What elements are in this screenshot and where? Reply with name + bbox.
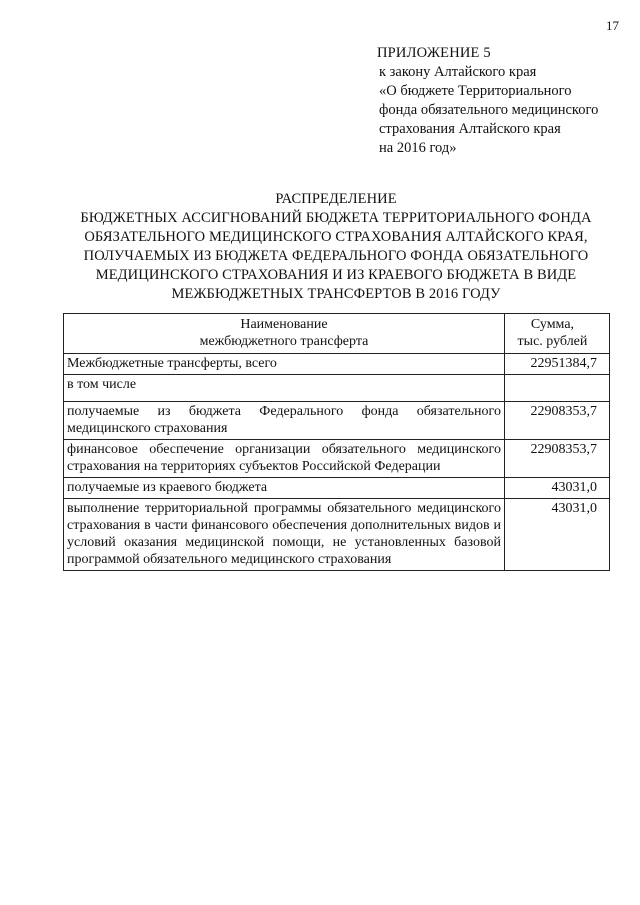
row-name: Межбюджетные трансферты, всего xyxy=(64,354,505,375)
row-name: получаемые из бюджета Федерального фонда обязательного медицинского страхования xyxy=(64,402,505,440)
row-name: выполнение территориальной программы обязательного медицинского страхования в части финансового обеспечения дополнительных видов и условий оказания медицинской помощи, не установленных базовой программой обязательного медицинского страхования xyxy=(64,499,505,571)
heading-line: МЕДИЦИНСКОГО СТРАХОВАНИЯ И ИЗ КРАЕВОГО БЮДЖЕТА В ВИДЕ xyxy=(95,267,577,283)
row-amount: 22908353,7 xyxy=(504,440,609,478)
row-amount: 43031,0 xyxy=(504,478,609,499)
header-amount-line: Сумма, xyxy=(530,317,575,332)
appendix-line: к закону Алтайского края xyxy=(379,64,537,80)
row-name: в том числе xyxy=(64,375,505,402)
appendix-line: «О бюджете Территориального xyxy=(379,83,572,99)
table-row xyxy=(64,478,610,499)
header-name xyxy=(64,314,505,354)
table-row xyxy=(64,499,610,571)
header-name-line: межбюджетного трансферта xyxy=(199,334,369,349)
transfers-table-wrapper xyxy=(63,313,610,571)
header-amount-line: тыс. рублей xyxy=(517,334,588,349)
row-amount: 22951384,7 xyxy=(504,354,609,375)
header-name-line: Наименование xyxy=(240,317,328,332)
row-name: финансовое обеспечение организации обязательного медицинского страхования на территориях субъектов Российской Федерации xyxy=(64,440,505,478)
appendix-title: ПРИЛОЖЕНИЕ 5 xyxy=(377,45,491,61)
heading-line: БЮДЖЕТНЫХ АССИГНОВАНИЙ БЮДЖЕТА ТЕРРИТОРИАЛЬНОГО ФОНДА xyxy=(80,210,592,226)
appendix-block xyxy=(377,44,598,158)
row-name: получаемые из краевого бюджета xyxy=(64,478,505,499)
heading-line: ПОЛУЧАЕМЫХ ИЗ БЮДЖЕТА ФЕДЕРАЛЬНОГО ФОНДА ОБЯЗАТЕЛЬНОГО xyxy=(83,248,589,264)
document-heading xyxy=(60,190,612,304)
table-row xyxy=(64,440,610,478)
header-amount xyxy=(504,314,609,354)
appendix-line: страхования Алтайского края xyxy=(379,121,561,137)
row-amount: 43031,0 xyxy=(504,499,609,571)
transfers-table xyxy=(63,313,610,571)
row-amount xyxy=(504,375,609,402)
row-amount: 22908353,7 xyxy=(504,402,609,440)
table-row xyxy=(64,354,610,375)
page-number: 17 xyxy=(606,18,619,33)
appendix-line: фонда обязательного медицинского xyxy=(379,102,599,118)
heading-line: ОБЯЗАТЕЛЬНОГО МЕДИЦИНСКОГО СТРАХОВАНИЯ АЛТАЙСКОГО КРАЯ, xyxy=(84,229,588,245)
table-row xyxy=(64,402,610,440)
heading-title: РАСПРЕДЕЛЕНИЕ xyxy=(275,191,397,207)
heading-line: МЕЖБЮДЖЕТНЫХ ТРАНСФЕРТОВ В 2016 ГОДУ xyxy=(171,286,501,302)
appendix-line: на 2016 год» xyxy=(379,140,457,156)
table-header-row xyxy=(64,314,610,354)
table-row xyxy=(64,375,610,402)
